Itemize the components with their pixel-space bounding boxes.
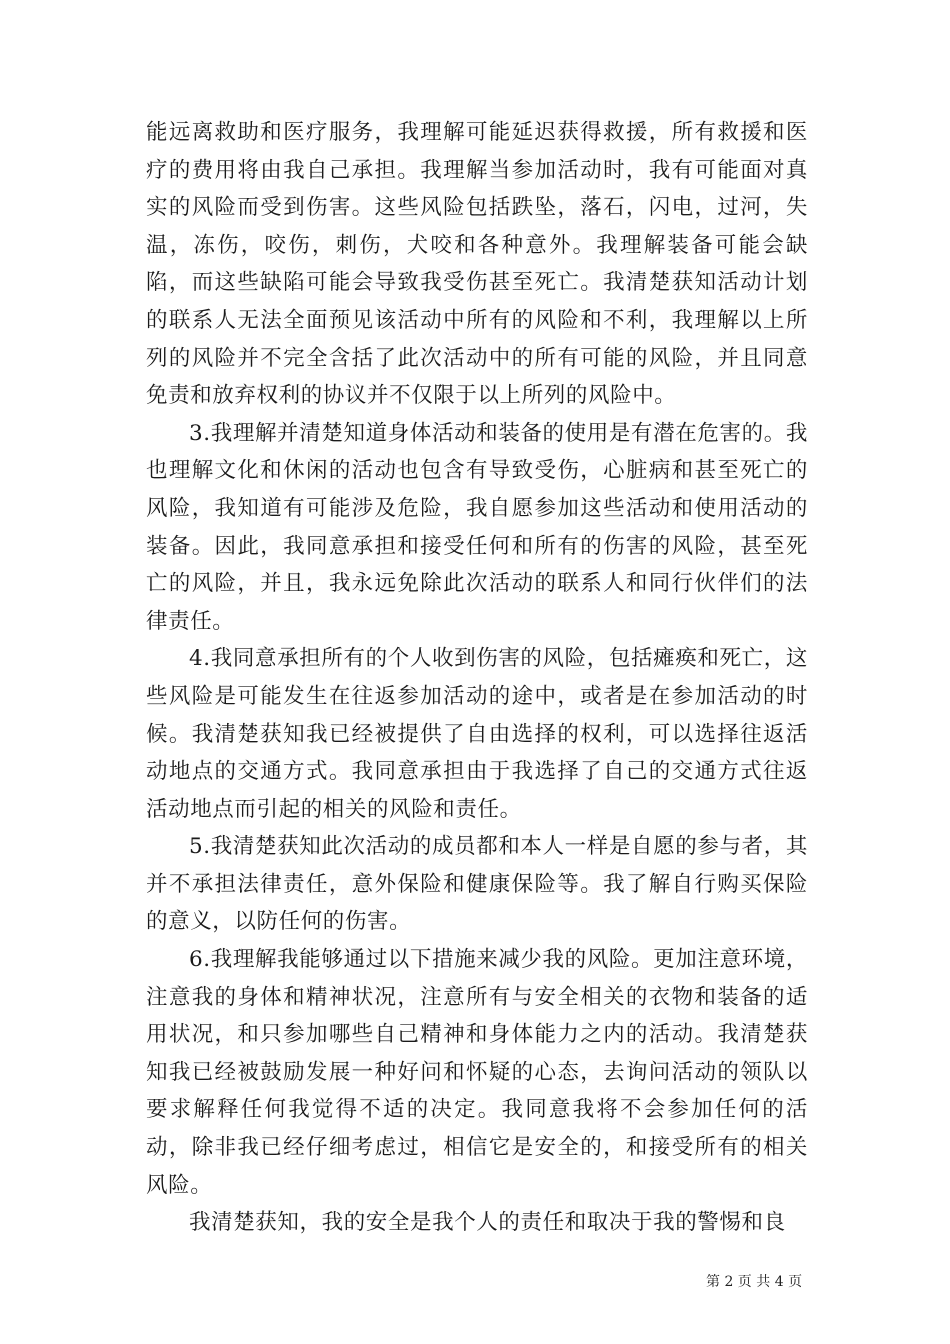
paragraph-item-6: 6.我理解我能够通过以下措施来减少我的风险。更加注意环境，注意我的身体和精神状况，注意所有与安全相关的衣物和装备的适用状况，和只参加哪些自己精神和身体能力之内的活动。我清楚获知我已经被鼓励发展一种好问和怀疑的心态，去询问活动的领队以要求解释任何我觉得不适的决定。我同意我将不会参加任何的活动，除非我已经仔细考虑过，相信它是安全的，和接受所有的相关风险。 [146, 947, 808, 1198]
document-body [146, 114, 808, 1242]
paragraph-item-5: 5.我清楚获知此次活动的成员都和本人一样是自愿的参与者，其并不承担法律责任，意外保险和健康保险等。我了解自行购买保险的意义，以防任何的伤害。 [146, 834, 808, 935]
paragraph-continuation: 能远离救助和医疗服务，我理解可能延迟获得救援，所有救援和医疗的费用将由我自己承担。我理解当参加活动时，我有可能面对真实的风险而受到伤害。这些风险包括跌坠，落石，闪电，过河，失温，冻伤，咬伤，刺伤，犬咬和各种意外。我理解装备可能会缺陷，而这些缺陷可能会导致我受伤甚至死亡。我清楚获知活动计划的联系人无法全面预见该活动中所有的风险和不利，我理解以上所列的风险并不完全含括了此次活动中的所有可能的风险，并且同意免责和放弃权利的协议并不仅限于以上所列的风险中。 [146, 120, 808, 409]
paragraph-item-3: 3.我理解并清楚知道身体活动和装备的使用是有潜在危害的。我也理解文化和休闲的活动也包含有导致受伤，心脏病和甚至死亡的风险，我知道有可能涉及危险，我自愿参加这些活动和使用活动的装备。因此，我同意承担和接受任何和所有的伤害的风险，甚至死亡的风险，并且，我永远免除此次活动的联系人和同行伙伴们的法律责任。 [146, 420, 808, 634]
paragraph-closing: 我清楚获知，我的安全是我个人的责任和取决于我的警惕和良 [189, 1210, 786, 1236]
page-number-footer: 第 2 页 共 4 页 [706, 1274, 803, 1290]
paragraph-item-4: 4.我同意承担所有的个人收到伤害的风险，包括瘫痪和死亡，这些风险是可能发生在往返参加活动的途中，或者是在参加活动的时候。我清楚获知我已经被提供了自由选择的权利，可以选择往返活动地点的交通方式。我同意承担由于我选择了自己的交通方式往返活动地点而引起的相关的风险和责任。 [146, 646, 808, 822]
